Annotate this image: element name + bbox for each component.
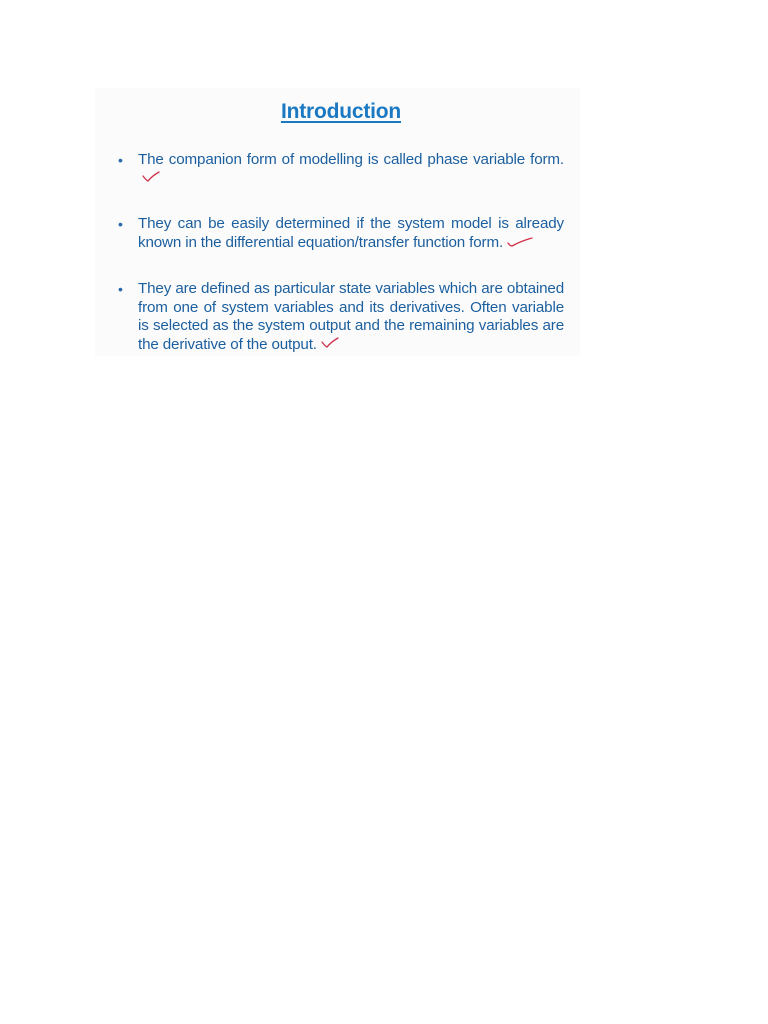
bullet-text: The companion form of modelling is called phase variable form. bbox=[138, 151, 564, 168]
bullet-dot-icon: • bbox=[118, 281, 123, 297]
bullet-dot-icon: • bbox=[118, 152, 123, 168]
check-mark-icon bbox=[507, 237, 533, 247]
slide-title-text: Introduction bbox=[280, 100, 402, 123]
bullet-text-container bbox=[138, 215, 564, 252]
bullet-text-container bbox=[138, 151, 564, 188]
bullet-text-container bbox=[138, 280, 564, 354]
bullet-text: They can be easily determined if the system model is already known in the differential equation/transfer function form. bbox=[138, 215, 564, 251]
check-mark-icon bbox=[142, 171, 160, 183]
check-mark-icon bbox=[321, 337, 339, 349]
slide-title bbox=[95, 100, 587, 124]
slide bbox=[95, 88, 580, 356]
bullet-dot-icon: • bbox=[118, 216, 123, 232]
bullet-text: They are defined as particular state variables which are obtained from one of system variables and its derivatives. Often variable is selected as the system output and the remaining variables are the derivative of the output. bbox=[138, 280, 564, 353]
